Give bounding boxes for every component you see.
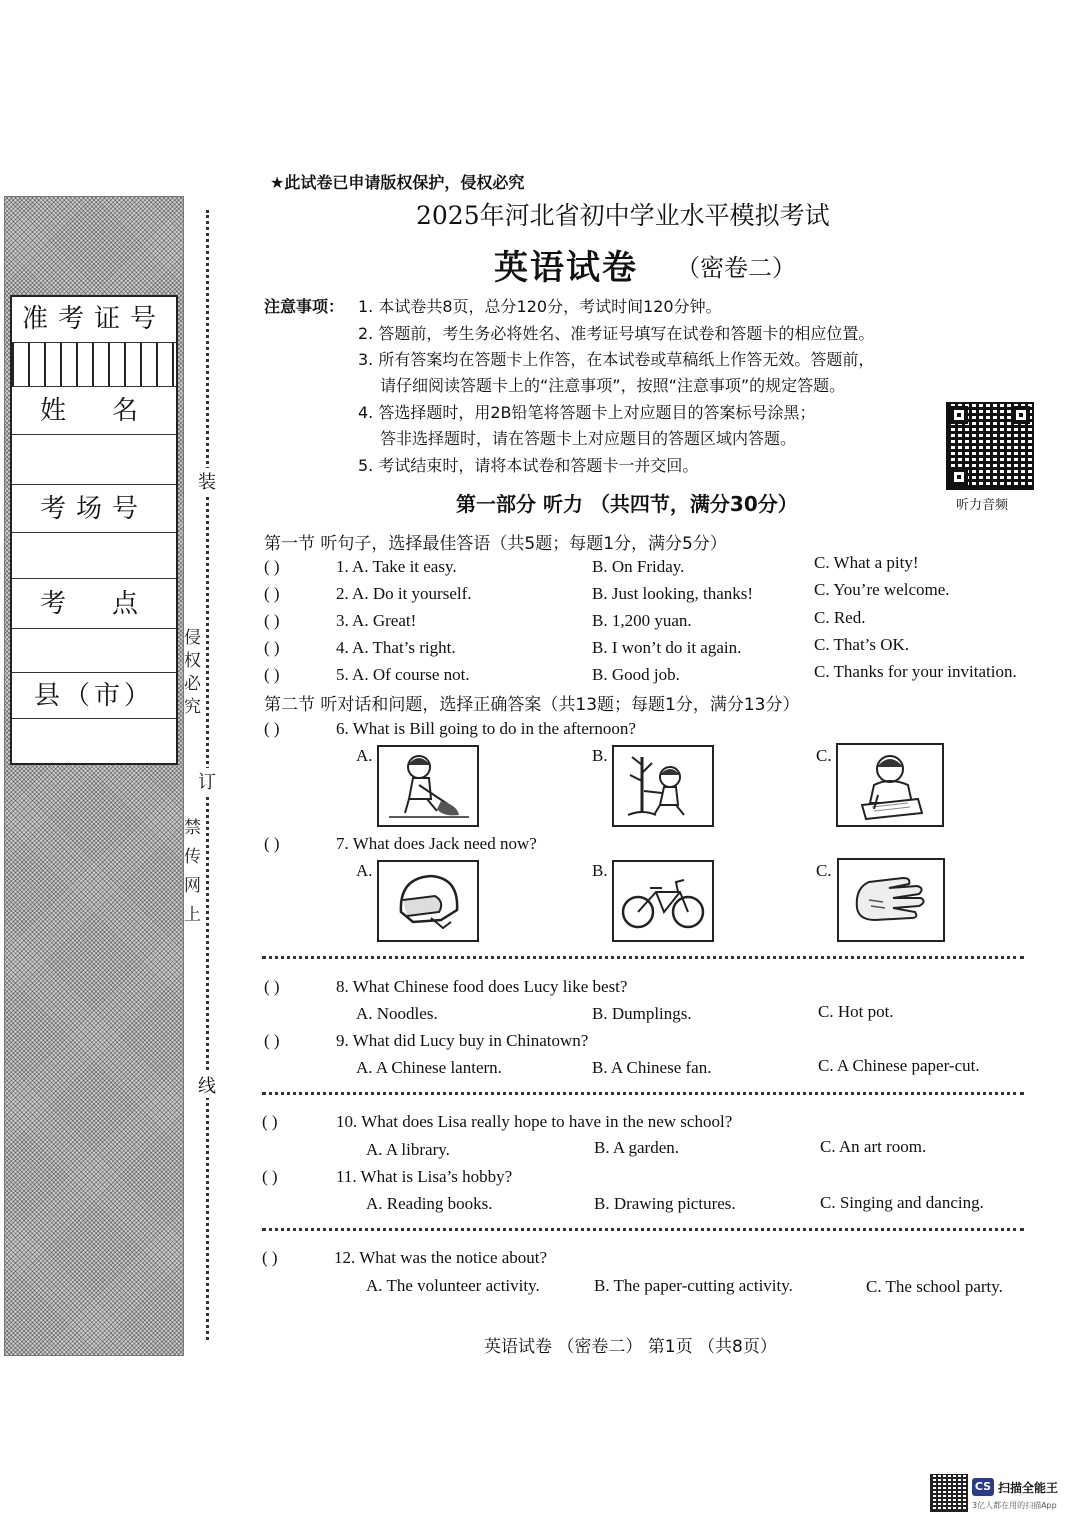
q10-question: 10. What does Lisa really hope to have in the new school?	[336, 1112, 733, 1131]
q4-option-a: 4. A. That’s right.	[336, 638, 456, 657]
q3-option-b: B. 1,200 yuan.	[592, 611, 692, 630]
q1-option-a: 1. A. Take it easy.	[336, 557, 457, 576]
q11-option-b: B. Drawing pictures.	[594, 1194, 736, 1213]
answer-paren[interactable]: ( )	[262, 1112, 278, 1131]
side-notice: 禁传网上	[180, 818, 200, 934]
copyright-notice: ★此试卷已申请版权保护，侵权必究	[270, 173, 525, 192]
q10-option-b: B. A garden.	[594, 1138, 679, 1157]
section2-title: 第二节 听对话和问题，选择正确答案（共13题；每题1分，满分13分）	[264, 695, 800, 715]
exam-room-blank[interactable]	[12, 533, 176, 579]
page-footer: 英语试卷 （密卷二） 第1页 （共8页）	[484, 1337, 777, 1357]
note-4: 4. 答选择题时，用2B铅笔将答题卡上对应题目的答案标号涂黑；	[358, 403, 816, 422]
paper-type: （密卷二）	[676, 254, 796, 282]
part1-title: 第一部分 听力 （共四节，满分30分）	[456, 492, 798, 516]
q1-option-b: B. On Friday.	[592, 557, 685, 576]
q9-option-c: C. A Chinese paper-cut.	[818, 1056, 980, 1075]
answer-paren[interactable]: ( )	[264, 638, 280, 657]
exam-title: 2025年河北省初中学业水平模拟考试	[416, 201, 830, 230]
q6-label-b: B.	[592, 746, 608, 765]
q12-option-a: A. The volunteer activity.	[366, 1276, 540, 1295]
q12-option-c: C. The school party.	[866, 1277, 1003, 1296]
side-warning: 侵权必究	[180, 628, 200, 720]
q4-option-c: C. That’s OK.	[814, 635, 910, 654]
note-5: 5. 考试结束时，请将本试卷和答题卡一并交回。	[358, 456, 699, 475]
q7-label-b: B.	[592, 861, 608, 880]
section1-title: 第一节 听句子，选择最佳答语（共5题；每题1分，满分5分）	[264, 534, 727, 554]
q8-option-a: A. Noodles.	[356, 1004, 438, 1023]
section-divider	[262, 956, 1024, 959]
cut-char-zhuang: 装	[196, 468, 218, 494]
note-4-cont: 答非选择题时，请在答题卡上对应题目的答题区域内答题。	[380, 429, 797, 448]
answer-paren[interactable]: ( )	[264, 665, 280, 684]
answer-paren[interactable]: ( )	[264, 977, 280, 996]
q7-label-c: C.	[816, 861, 832, 880]
scanner-tagline: 3亿人都在用的扫描App	[972, 1501, 1057, 1510]
q9-option-b: B. A Chinese fan.	[592, 1058, 712, 1077]
field-exam-room: 考场号	[12, 485, 176, 533]
q12-question: 12. What was the notice about?	[334, 1248, 548, 1267]
answer-paren[interactable]: ( )	[264, 1031, 280, 1050]
notes-heading: 注意事项：	[264, 297, 345, 316]
q12-option-b: B. The paper-cutting activity.	[594, 1276, 793, 1295]
q2-option-c: C. You’re welcome.	[814, 580, 950, 599]
answer-paren[interactable]: ( )	[262, 1167, 278, 1186]
candidate-info-box	[10, 295, 178, 765]
note-3-cont: 请仔细阅读答题卡上的“注意事项”，按照“注意事项”的规定答题。	[380, 376, 846, 395]
field-county: 县（市）	[12, 673, 176, 719]
exam-site-blank[interactable]	[12, 629, 176, 673]
gloves-icon[interactable]	[837, 858, 945, 942]
q6-label-c: C.	[816, 746, 832, 765]
sweeping-boy-icon[interactable]	[377, 745, 479, 827]
answer-paren[interactable]: ( )	[264, 611, 280, 630]
q10-option-c: C. An art room.	[820, 1137, 927, 1156]
county-blank[interactable]	[12, 719, 176, 761]
writing-boy-icon[interactable]	[836, 743, 944, 827]
q10-option-a: A. A library.	[366, 1140, 450, 1159]
scanner-name: 扫描全能王	[998, 1481, 1059, 1495]
q1-option-c: C. What a pity!	[814, 553, 919, 572]
q6-label-a: A.	[356, 746, 373, 765]
helmet-icon[interactable]	[377, 860, 479, 942]
q9-option-a: A. A Chinese lantern.	[356, 1058, 502, 1077]
q8-option-c: C. Hot pot.	[818, 1002, 894, 1021]
exam-number-boxes[interactable]	[12, 343, 176, 387]
q5-option-b: B. Good job.	[592, 665, 680, 684]
q4-option-b: B. I won’t do it again.	[592, 638, 742, 657]
field-exam-number: 准考证号	[12, 297, 176, 343]
answer-paren[interactable]: ( )	[262, 1248, 278, 1267]
q11-option-a: A. Reading books.	[366, 1194, 493, 1213]
qr-code-icon[interactable]	[946, 402, 1034, 490]
note-1: 1. 本试卷共8页，总分120分，考试时间120分钟。	[358, 297, 722, 316]
q2-option-a: 2. A. Do it yourself.	[336, 584, 472, 603]
q8-option-b: B. Dumplings.	[592, 1004, 692, 1023]
answer-paren[interactable]: ( )	[264, 719, 280, 738]
scanner-qr-icon	[930, 1474, 968, 1512]
q7-label-a: A.	[356, 861, 373, 880]
subject-title: 英语试卷	[494, 248, 638, 288]
field-exam-site: 考 点	[12, 579, 176, 629]
answer-paren[interactable]: ( )	[264, 834, 280, 853]
q11-option-c: C. Singing and dancing.	[820, 1193, 984, 1212]
q11-question: 11. What is Lisa’s hobby?	[336, 1167, 513, 1186]
planting-tree-icon[interactable]	[612, 745, 714, 827]
answer-paren[interactable]: ( )	[264, 584, 280, 603]
q5-option-c: C. Thanks for your invitation.	[814, 662, 1017, 681]
field-name: 姓 名	[12, 387, 176, 435]
section-divider	[262, 1228, 1024, 1231]
note-2: 2. 答题前，考生务必将姓名、准考证号填写在试卷和答题卡的相应位置。	[358, 324, 875, 343]
q2-option-b: B. Just looking, thanks!	[592, 584, 754, 603]
name-blank[interactable]	[12, 435, 176, 485]
scanner-logo-icon: CS	[972, 1478, 994, 1496]
note-3: 3. 所有答案均在答题卡上作答，在本试卷或草稿纸上作答无效。答题前，	[358, 350, 875, 369]
qr-label: 听力音频	[956, 498, 1009, 513]
q5-option-a: 5. A. Of course not.	[336, 665, 470, 684]
answer-paren[interactable]: ( )	[264, 557, 280, 576]
bicycle-icon[interactable]	[612, 860, 714, 942]
q9-question: 9. What did Lucy buy in Chinatown?	[336, 1031, 589, 1050]
q3-option-a: 3. A. Great!	[336, 611, 417, 630]
q8-question: 8. What Chinese food does Lucy like best?	[336, 977, 628, 996]
cut-char-xian: 线	[196, 1072, 218, 1098]
q3-option-c: C. Red.	[814, 608, 866, 627]
section-divider	[262, 1092, 1024, 1095]
q7-question: 7. What does Jack need now?	[336, 834, 537, 853]
cut-char-ding: 订	[196, 768, 218, 794]
q6-question: 6. What is Bill going to do in the afternoon?	[336, 719, 636, 738]
